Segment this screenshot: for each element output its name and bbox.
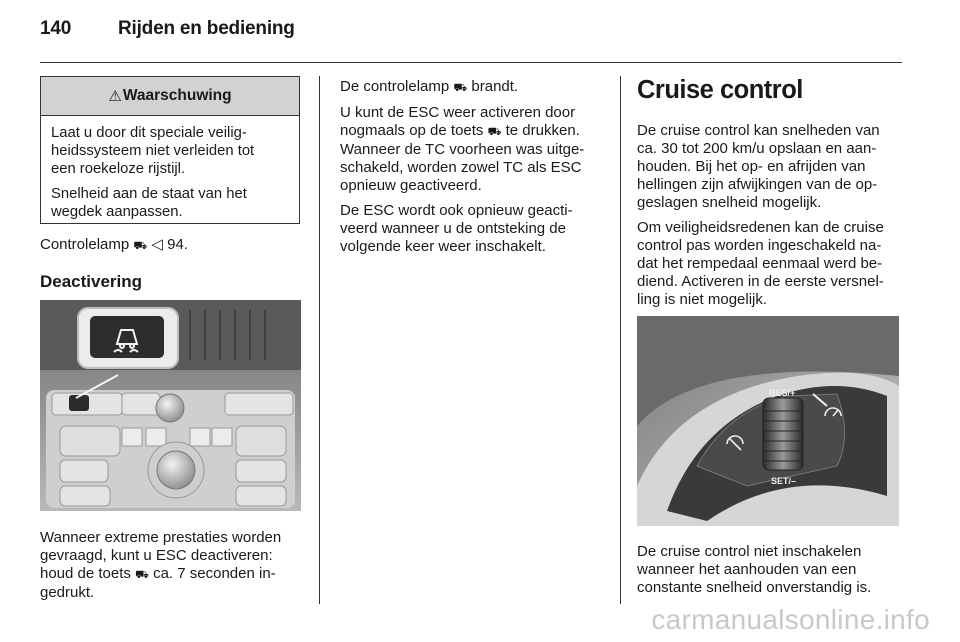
- console-illustration: [40, 300, 301, 511]
- esc-car-icon: ⛟: [135, 569, 149, 581]
- cruise-warning-paragraph: De cruise control niet inschakelen wanneer het aanhouden van een constante snelheid onverstandig is.: [637, 543, 872, 596]
- esc-car-icon: ⛟: [133, 240, 148, 252]
- warning-title: Waarschuwing: [122, 87, 232, 104]
- paragraph-text: brandt.: [467, 78, 519, 95]
- section-heading-deactivering: Deactivering: [40, 272, 143, 291]
- watermark: carmanualsonline.info: [651, 604, 930, 635]
- reference-page: 94.: [162, 236, 188, 253]
- set-label: SET/–: [771, 476, 797, 486]
- page-number: 140: [40, 18, 72, 39]
- steering-wheel-illustration: [637, 316, 899, 526]
- warning-paragraph: Laat u door dit speciale veilig- heidssysteem niet verleiden tot een roekeloze rijstijl.: [51, 125, 255, 177]
- esc-car-icon: ⛟: [487, 126, 502, 138]
- paragraph-text: U kunt de ESC weer activeren door nogmaals op de toets: [340, 104, 576, 139]
- warning-paragraph: Snelheid aan de staat van het wegdek aanpassen.: [51, 186, 247, 220]
- esc-button-console-image: [40, 300, 301, 511]
- section-heading-cruise-control: Cruise control: [637, 76, 803, 104]
- esc-lamp-icon: ⛟: [453, 82, 468, 94]
- chapter-title: Rijden en bediening: [118, 18, 295, 39]
- page-ref-arrow-icon: ◁: [151, 236, 163, 253]
- paragraph-text: ca. 7 seconden in- gedrukt.: [40, 565, 276, 601]
- controlelamp-reference: [40, 236, 188, 255]
- warning-box: [40, 76, 300, 224]
- paragraph: De ESC wordt ook opnieuw geacti- veerd wanneer u de ontsteking de volgende keer weer inschakelt.: [340, 202, 573, 255]
- column-divider-2: [620, 76, 621, 604]
- cruise-control-wheel-image: [637, 316, 899, 526]
- warning-triangle-icon: ⚠: [108, 88, 122, 105]
- column-3-text: [637, 122, 907, 316]
- paragraph: Om veiligheidsredenen kan de cruise control pas worden ingeschakeld na- dat het rempedaal eenmaal werd be- diend. Activeren in de eerste versnel- ling is niet mogelijk.: [637, 219, 884, 308]
- reference-text: Controlelamp: [40, 236, 134, 253]
- res-label: RES/+: [769, 388, 796, 398]
- column-divider-1: [319, 76, 320, 604]
- paragraph-text: De controlelamp: [340, 78, 454, 95]
- paragraph: De cruise control kan snelheden van ca. 30 tot 200 km/u opslaan en aan- houden. Bij het op- en afrijden van hellingen zijn afwijkingen van de op- geslagen snelheid mogelijk.: [637, 122, 880, 211]
- warning-body: [41, 116, 299, 221]
- deactivering-paragraph: [40, 529, 281, 602]
- paragraph-text: te drukken. Wanneer de TC voorheen was uitge- schakeld, worden zowel TC als ESC opnieuw geactiveerd.: [340, 122, 585, 194]
- paragraph-text: Wanneer extreme prestaties worden gevraagd, kunt u ESC deactiveren: houd de toets: [40, 529, 282, 582]
- warning-header: [41, 77, 299, 116]
- page-header: [40, 18, 295, 40]
- column-2-text: [340, 78, 610, 263]
- header-rule: [40, 62, 902, 63]
- paragraph: [340, 104, 610, 195]
- paragraph: [340, 78, 610, 97]
